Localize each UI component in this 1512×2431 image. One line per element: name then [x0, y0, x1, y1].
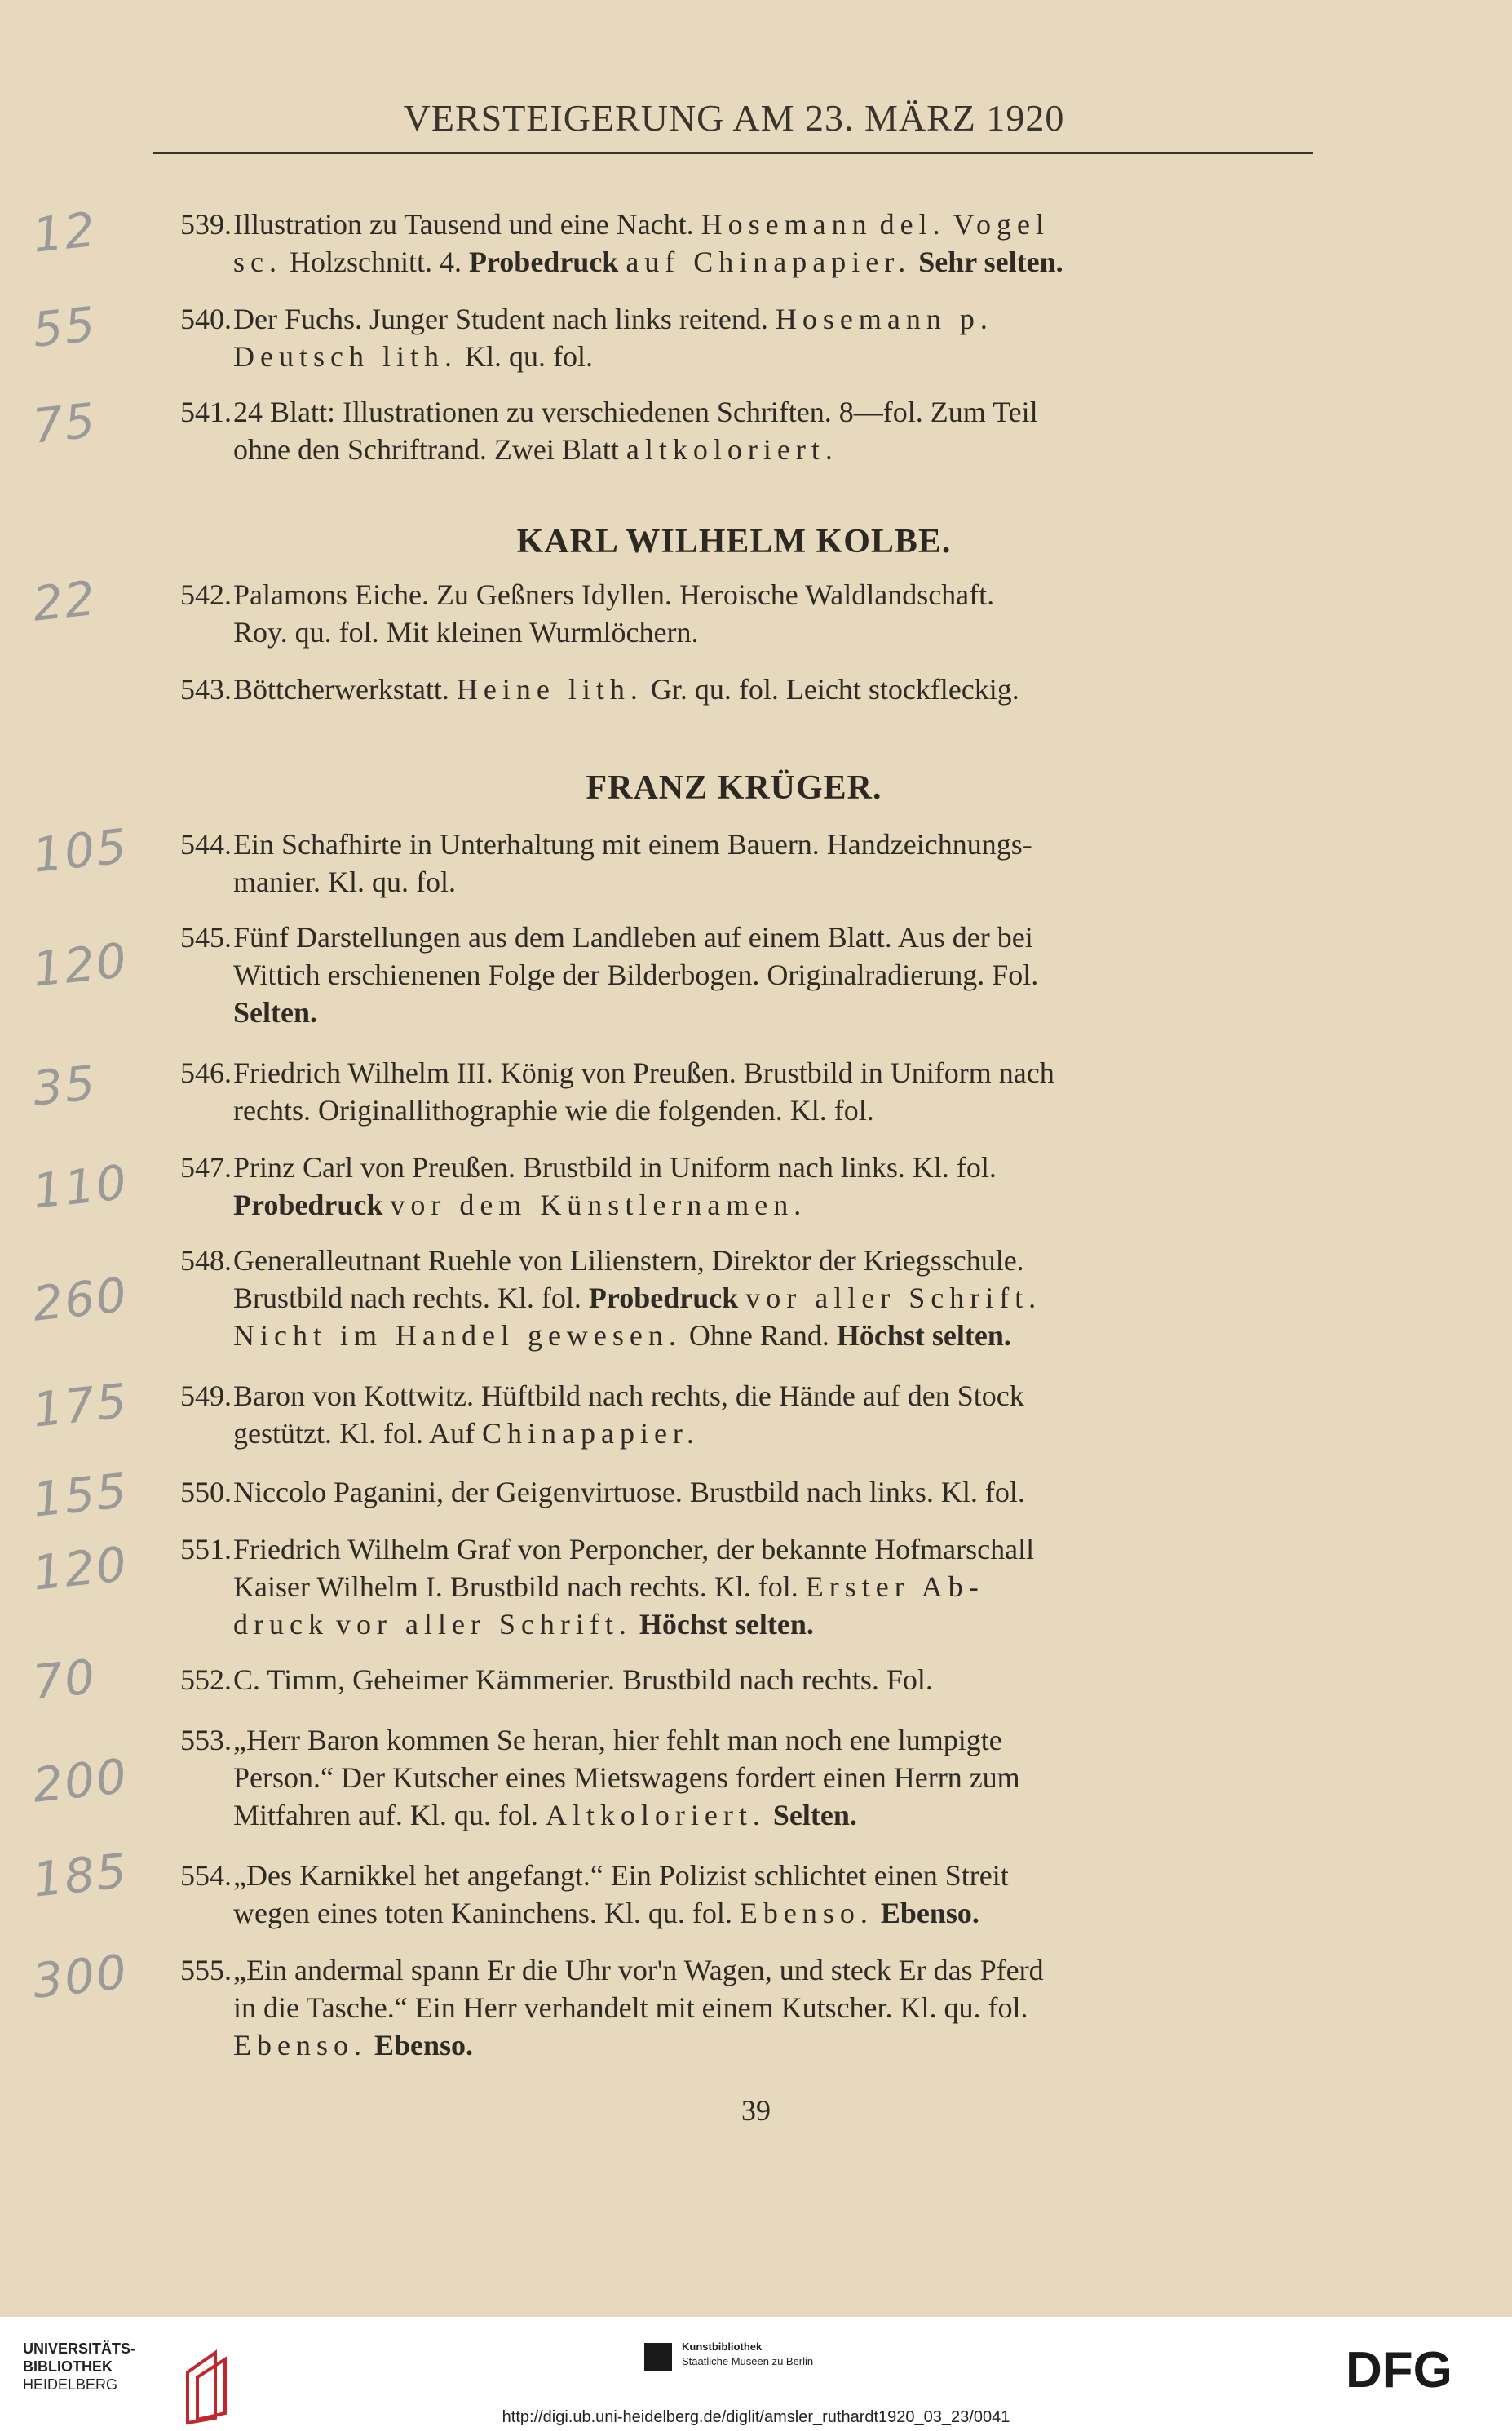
entry-number: 546.	[180, 1056, 232, 1089]
entry-text-segment: C. Timm, Geheimer Kämmerier. Brustbild nach rechts. Fol.	[233, 1663, 933, 1696]
entry-line	[233, 613, 1326, 651]
entry-description	[233, 1473, 1326, 1511]
handwritten-price: 120	[29, 1535, 131, 1601]
entry-text-segment: altkoloriert.	[626, 433, 838, 466]
entry-text-segment: wegen eines toten Kaninchens. Kl. qu. fol.	[233, 1897, 740, 1929]
entry-description	[233, 1054, 1326, 1129]
entry-number: 549.	[180, 1379, 232, 1412]
entry-text-segment: Chinapapier.	[481, 1417, 700, 1450]
handwritten-price: 12	[29, 201, 99, 263]
entry-description	[233, 826, 1326, 901]
entry-description	[233, 576, 1326, 651]
kunstbibliothek-square-icon	[644, 2343, 672, 2371]
entry-line	[233, 1605, 1326, 1643]
entry-line	[233, 1661, 1326, 1698]
entry-number: 545.	[180, 921, 232, 954]
entry-description	[233, 1377, 1326, 1452]
entry-description	[233, 1661, 1326, 1698]
entry-text-segment: Selten.	[772, 1799, 857, 1831]
entry-line	[233, 2026, 1326, 2064]
entry-text-segment	[873, 208, 880, 241]
handwritten-price: 110	[29, 1154, 131, 1220]
entry-text-segment: druck	[233, 1608, 329, 1641]
entry-text-segment: „Ein andermal spann Er die Uhr vor'n Wagen, und steck Er das Pferd	[233, 1954, 1044, 1986]
handwritten-price: 55	[29, 295, 99, 358]
entry-text-segment	[873, 1897, 881, 1929]
entry-text-segment: Deutsch lith.	[233, 340, 458, 373]
entry-text-segment: rechts. Originallithographie wie die folgenden. Kl. fol.	[233, 1094, 874, 1127]
entry-line	[233, 1317, 1326, 1354]
handwritten-price: 260	[29, 1266, 131, 1332]
entry-description	[233, 1857, 1326, 1932]
entry-text-segment: Holzschnitt. 4.	[282, 246, 469, 278]
entry-text-segment: Der Fuchs. Junger Student nach links reitend.	[233, 303, 776, 335]
footer-bar	[0, 2317, 1512, 2431]
entry-line	[233, 243, 1326, 281]
entry-text-segment: Vogel	[953, 208, 1050, 241]
handwritten-price: 105	[29, 817, 131, 883]
entry-text-segment: Selten.	[233, 996, 317, 1029]
entry-line	[233, 1054, 1326, 1092]
entry-line	[233, 1149, 1326, 1186]
entry-line	[233, 956, 1326, 994]
permalink-url[interactable]: http://digi.ub.uni-heidelberg.de/diglit/amsler_ruthardt1920_03_23/0041	[502, 2408, 1010, 2426]
entry-text-segment: Illustration zu Tausend und eine Nacht.	[233, 208, 701, 241]
kunstbibliothek-subtitle: Staatliche Museen zu Berlin	[682, 2355, 814, 2367]
entry-number: 539.	[180, 208, 232, 241]
entry-line	[233, 300, 1326, 338]
entry-line	[233, 206, 1326, 243]
entry-number: 543.	[180, 673, 232, 706]
handwritten-price: 120	[29, 932, 131, 998]
handwritten-price: 200	[29, 1747, 131, 1813]
entry-text-segment	[382, 1189, 390, 1221]
entry-number: 548.	[180, 1244, 232, 1277]
entry-number: 544.	[180, 828, 232, 861]
entry-description	[233, 300, 1326, 375]
entry-text-segment: Höchst selten.	[836, 1319, 1011, 1352]
entry-line	[233, 994, 1326, 1031]
university-library-logo[interactable]	[23, 2340, 135, 2393]
entry-line	[233, 863, 1326, 901]
entry-text-segment: „Herr Baron kommen Se heran, hier fehlt man noch ene lumpigte	[233, 1724, 1002, 1756]
entry-text-segment: Mitfahren auf. Kl. qu. fol.	[233, 1799, 546, 1831]
entry-number: 555.	[180, 1954, 232, 1986]
entry-line	[233, 338, 1326, 375]
entry-text-segment: Brustbild nach rechts. Kl. fol.	[233, 1282, 589, 1314]
entry-text-segment: auf Chinapapier.	[626, 246, 912, 278]
library-name-line-1: UNIVERSITÄTS-	[23, 2340, 136, 2357]
handwritten-price: 22	[29, 569, 99, 632]
entry-text-segment: Sehr selten.	[918, 246, 1063, 278]
entry-text-segment: Hosemann	[701, 208, 873, 241]
entry-text-segment	[367, 2029, 374, 2061]
entry-line	[233, 1186, 1326, 1224]
entry-line	[233, 1092, 1326, 1129]
entry-text-segment: vor aller Schrift.	[335, 1608, 632, 1641]
entry-text-segment: Fünf Darstellungen aus dem Landleben auf einem Blatt. Aus der bei	[233, 921, 1033, 954]
entry-text-segment: „Des Karnikkel het angefangt.“ Ein Polizist schlichtet einen Streit	[233, 1859, 1009, 1892]
entry-text-segment	[766, 1799, 773, 1831]
entry-line	[233, 1951, 1326, 1989]
entry-line	[233, 1530, 1326, 1568]
entry-line	[233, 671, 1326, 708]
handwritten-price: 155	[29, 1462, 131, 1528]
page-number: 39	[741, 2094, 771, 2127]
entry-line	[233, 576, 1326, 613]
entry-line	[233, 919, 1326, 956]
entry-text-segment	[632, 1608, 639, 1641]
entry-text-segment: Generalleutnant Ruehle von Lilienstern, Direktor der Kriegsschule.	[233, 1244, 1024, 1277]
handwritten-price: 75	[29, 392, 99, 454]
entry-text-segment: manier. Kl. qu. fol.	[233, 866, 456, 898]
entry-text-segment: Heine lith.	[456, 673, 643, 706]
entry-text-segment: in die Tasche.“ Ein Herr verhandelt mit einem Kutscher. Kl. qu. fol.	[233, 1991, 1028, 2024]
entry-line	[233, 1568, 1326, 1605]
entry-text-segment: Wittich erschienenen Folge der Bilderbogen. Originalradierung. Fol.	[233, 959, 1039, 991]
header-rule	[153, 152, 1313, 154]
entry-text-segment: Höchst selten.	[639, 1608, 814, 1641]
entry-description	[233, 1951, 1326, 2064]
entry-text-segment	[946, 208, 953, 241]
entry-text-segment: Baron von Kottwitz. Hüftbild nach rechts, die Hände auf den Stock	[233, 1379, 1024, 1412]
section-heading-kolbe: KARL WILHELM KOLBE.	[516, 523, 952, 560]
handwritten-price: 185	[29, 1842, 131, 1908]
entry-description	[233, 1721, 1326, 1834]
handwritten-price: 175	[29, 1372, 131, 1438]
entry-description	[233, 1242, 1326, 1354]
entry-line	[233, 1894, 1326, 1932]
entry-line	[233, 1473, 1326, 1511]
entry-text-segment: Altkoloriert.	[545, 1799, 766, 1831]
entry-text-segment: Niccolo Paganini, der Geigenvirtuose. Brustbild nach links. Kl. fol.	[233, 1476, 1025, 1508]
entry-text-segment: Nicht im Handel gewesen.	[233, 1319, 682, 1352]
entry-text-segment: sc.	[233, 246, 282, 278]
page-header: VERSTEIGERUNG AM 23. MÄRZ 1920	[403, 97, 1065, 139]
entry-line	[233, 1377, 1326, 1415]
entry-text-segment: Ebenso.	[374, 2029, 474, 2061]
entry-text-segment: Friedrich Wilhelm III. König von Preußen. Brustbild in Uniform nach	[233, 1056, 1054, 1089]
entry-text-segment: Kl. qu. fol.	[457, 340, 593, 373]
entry-text-segment: vor dem Künstlernamen.	[390, 1189, 807, 1221]
entry-text-segment	[329, 1608, 336, 1641]
entry-description	[233, 206, 1326, 281]
entry-text-segment: Böttcherwerkstatt.	[233, 673, 457, 706]
handwritten-price: 35	[29, 1054, 99, 1117]
entry-text-segment: Kaiser Wilhelm I. Brustbild nach rechts. Kl. fol.	[233, 1570, 806, 1603]
entry-description	[233, 1149, 1326, 1224]
library-name-line-3: HEIDELBERG	[23, 2376, 118, 2393]
entry-text-segment: Erster Ab-	[805, 1570, 984, 1603]
entry-text-segment: Probedruck	[233, 1189, 383, 1221]
entry-line	[233, 1721, 1326, 1759]
entry-text-segment: Ein Schafhirte in Unterhaltung mit einem Bauern. Handzeichnungs-	[233, 828, 1032, 861]
entry-line	[233, 1796, 1326, 1834]
handwritten-price: 70	[29, 1648, 99, 1711]
section-heading-krueger: FRANZ KRÜGER.	[586, 769, 882, 807]
handwritten-price: 300	[29, 1943, 131, 2009]
entry-description	[233, 671, 1326, 708]
entry-text-segment: Palamons Eiche. Zu Geßners Idyllen. Heroische Waldlandschaft.	[233, 578, 995, 611]
entry-text-segment	[911, 246, 918, 278]
entry-description	[233, 393, 1326, 468]
entry-line	[233, 431, 1326, 468]
entry-number: 554.	[180, 1859, 232, 1892]
entry-number: 551.	[180, 1533, 232, 1565]
entry-text-segment: Ebenso.	[233, 2029, 367, 2061]
entry-number: 542.	[180, 578, 232, 611]
entry-text-segment: Prinz Carl von Preußen. Brustbild in Uniform nach links. Kl. fol.	[233, 1151, 997, 1184]
entry-number: 550.	[180, 1476, 232, 1508]
entry-text-segment: vor aller Schrift.	[745, 1282, 1042, 1314]
entry-line	[233, 1759, 1326, 1796]
entry-number: 547.	[180, 1151, 232, 1184]
entry-text-segment: ohne den Schriftrand. Zwei Blatt	[233, 433, 626, 466]
dfg-logo-text: DFG	[1346, 2345, 1452, 2392]
entry-text-segment: Ebenso.	[880, 1897, 979, 1929]
entry-line	[233, 1415, 1326, 1452]
entry-text-segment: Person.“ Der Kutscher eines Mietswagens fordert einen Herrn zum	[233, 1761, 1020, 1794]
library-name-line-2: BIBLIOTHEK	[23, 2358, 113, 2375]
entry-line	[233, 826, 1326, 863]
entry-text-segment	[738, 1282, 745, 1314]
entry-description	[233, 1530, 1326, 1643]
entry-number: 541.	[180, 396, 232, 428]
entry-line	[233, 1857, 1326, 1894]
entry-text-segment: Hosemann p.	[775, 303, 993, 335]
entry-line	[233, 393, 1326, 431]
entry-line	[233, 1279, 1326, 1317]
entry-text-segment: Friedrich Wilhelm Graf von Perponcher, der bekannte Hofmarschall	[233, 1533, 1035, 1565]
entry-description	[233, 919, 1326, 1031]
entry-text-segment: del.	[879, 208, 946, 241]
entry-line	[233, 1989, 1326, 2026]
entry-text-segment	[618, 246, 626, 278]
entry-text-segment: Ebenso.	[739, 1897, 873, 1929]
entry-line	[233, 1242, 1326, 1279]
entry-text-segment: Probedruck	[588, 1282, 739, 1314]
dfg-logo[interactable]	[1346, 2345, 1489, 2392]
entry-number: 540.	[180, 303, 232, 335]
entry-number: 553.	[180, 1724, 232, 1756]
entry-number: 552.	[180, 1663, 232, 1696]
entry-text-segment: gestützt. Kl. fol. Auf	[233, 1417, 482, 1450]
entry-text-segment: Ohne Rand.	[681, 1319, 837, 1352]
entry-text-segment: 24 Blatt: Illustrationen zu verschiedenen Schriften. 8—fol. Zum Teil	[233, 396, 1038, 428]
kunstbibliothek-name: Kunstbibliothek	[682, 2340, 763, 2353]
entry-text-segment: Gr. qu. fol. Leicht stockfleckig.	[643, 673, 1019, 706]
entry-text-segment: Roy. qu. fol. Mit kleinen Wurmlöchern.	[233, 616, 699, 649]
entry-text-segment: Probedruck	[468, 246, 619, 278]
